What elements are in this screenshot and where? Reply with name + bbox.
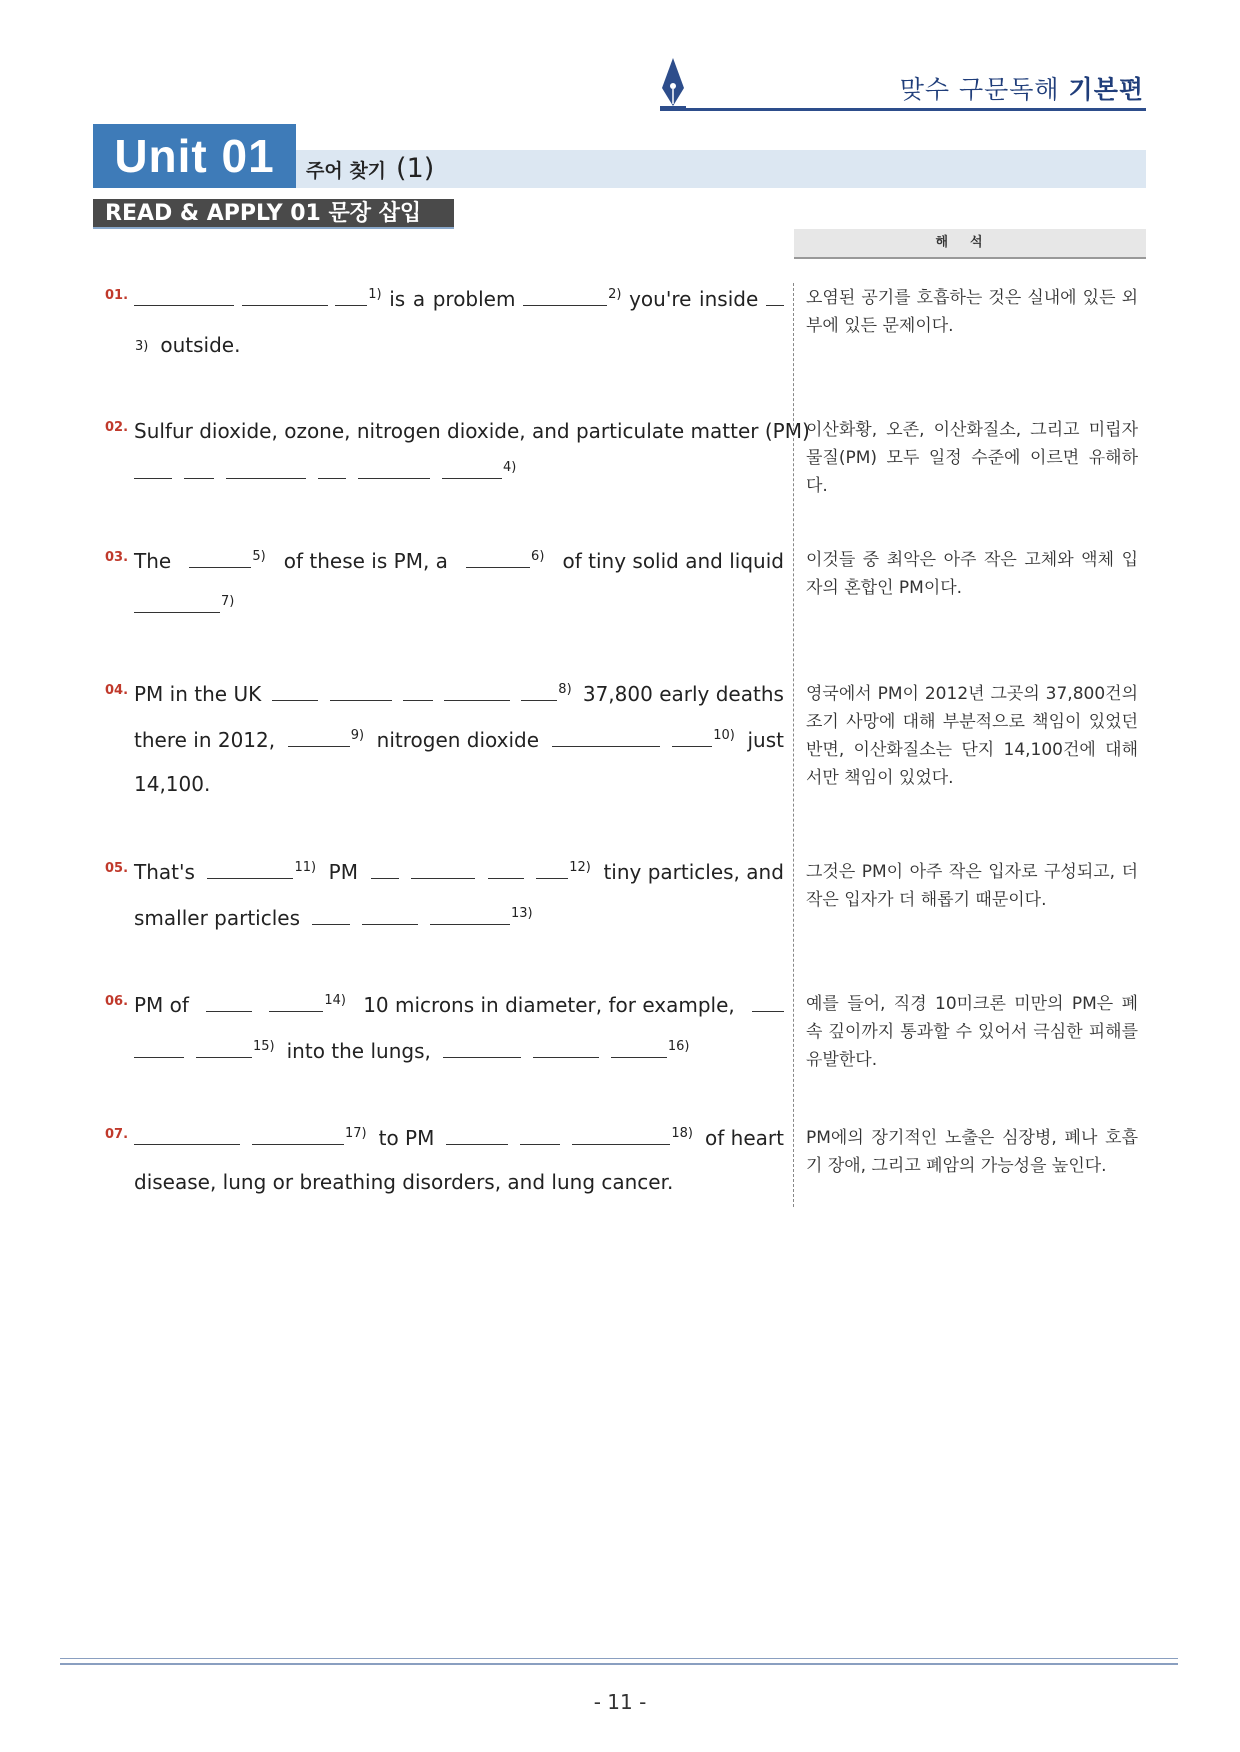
question-01-line-1 <box>134 285 784 317</box>
blank-marker: 17) <box>345 1126 367 1141</box>
answer-blank[interactable] <box>536 860 568 879</box>
answer-blank[interactable] <box>444 682 510 701</box>
question-02-line-2 <box>134 458 784 490</box>
translation-04: 영국에서 PM이 2012년 그곳의 37,800건의 조기 사망에 대해 부분적으로 책임이 있었던 반면, 이산화질소는 단지 14,100건에 대해서만 책임이 있었다. <box>806 684 1138 788</box>
answer-blank[interactable] <box>403 682 433 701</box>
word: inside <box>699 287 759 311</box>
header-rule <box>660 108 1146 111</box>
question-01-line-2 <box>134 331 784 363</box>
unit-topic-korean: 주어 찾기 <box>306 160 387 182</box>
question-04-line-3 <box>134 770 784 798</box>
question-05-line-1 <box>134 858 784 890</box>
answer-blank[interactable] <box>226 460 306 479</box>
answer-blank[interactable] <box>371 860 399 879</box>
question-07-line-2 <box>134 1168 784 1196</box>
answer-blank[interactable] <box>446 1126 508 1145</box>
word: outside. <box>160 333 241 357</box>
answer-blank[interactable] <box>521 682 557 701</box>
answer-blank[interactable] <box>752 993 784 1012</box>
translation-05: 그것은 PM이 아주 작은 입자로 구성되고, 더 작은 입자가 더 해롭기 때문이다. <box>806 862 1138 910</box>
word: 37,800 early deaths <box>582 682 784 706</box>
word: problem <box>432 287 516 311</box>
answer-blank[interactable] <box>442 460 502 479</box>
word: a <box>412 287 426 311</box>
blank-marker: 1) <box>368 287 382 302</box>
question-07-line-1 <box>134 1124 784 1156</box>
word: 10 microns in diameter, for example, <box>363 993 735 1017</box>
answer-blank[interactable] <box>330 682 392 701</box>
answer-blank[interactable] <box>533 1039 599 1058</box>
question-06-line-2 <box>134 1037 784 1069</box>
unit-label: Unit 01 <box>93 124 296 188</box>
answer-blank[interactable] <box>269 993 323 1012</box>
blank-marker: 4) <box>503 460 517 475</box>
book-title-main: 맞수 구문독해 <box>899 75 1060 104</box>
answer-blank[interactable] <box>189 549 251 568</box>
answer-blank[interactable] <box>443 1039 521 1058</box>
word: is <box>389 287 406 311</box>
word: PM <box>328 860 358 884</box>
question-04-line-2 <box>134 726 784 758</box>
answer-blank[interactable] <box>672 728 712 747</box>
answer-blank[interactable] <box>312 906 350 925</box>
book-title <box>900 70 1144 106</box>
blank-marker: 2) <box>608 287 622 302</box>
answer-blank[interactable] <box>288 728 350 747</box>
word: of heart <box>705 1126 784 1150</box>
answer-blank[interactable] <box>520 1126 560 1145</box>
word: into the lungs, <box>286 1039 431 1063</box>
question-number: 01. <box>105 288 129 303</box>
book-title-strong: 기본편 <box>1068 75 1144 104</box>
section-tag: READ & APPLY 01 문장 삽입 <box>93 199 454 229</box>
answer-blank[interactable] <box>252 1126 344 1145</box>
question-number: 02. <box>105 420 129 435</box>
blank-marker: 14) <box>324 993 346 1008</box>
word: nitrogen dioxide <box>376 728 540 752</box>
page-number: - 11 - <box>593 1690 647 1714</box>
blank-marker: 15) <box>253 1039 275 1054</box>
unit-topic <box>306 150 434 188</box>
answer-blank[interactable] <box>411 860 475 879</box>
question-03-line-1 <box>134 547 784 579</box>
translation-03: 이것들 중 최악은 아주 작은 고체와 액체 입자의 혼합인 PM이다. <box>806 550 1138 598</box>
question-02-line-1: Sulfur dioxide, ozone, nitrogen dioxide, and particulate matter (PM) <box>134 419 810 443</box>
word: there in 2012, <box>134 728 276 752</box>
translation-01: 오염된 공기를 호흡하는 것은 실내에 있든 외부에 있든 문제이다. <box>806 288 1138 336</box>
answer-blank[interactable] <box>272 682 318 701</box>
answer-blank[interactable] <box>318 460 346 479</box>
translation-header: 해석 <box>794 229 1146 259</box>
question-06-line-1 <box>134 991 784 1023</box>
blank-marker: 13) <box>511 906 533 921</box>
question-04-line-1 <box>134 680 784 712</box>
word: you're <box>629 287 692 311</box>
question-number: 05. <box>105 861 129 876</box>
question-number: 03. <box>105 550 129 565</box>
answer-blank[interactable] <box>488 860 524 879</box>
translation-02: 이산화황, 오존, 이산화질소, 그리고 미립자물질(PM) 모두 일정 수준에 이르면 유해하다. <box>806 420 1138 496</box>
question-number: 04. <box>105 683 129 698</box>
word: PM in the UK <box>134 682 262 706</box>
word: That's <box>134 860 195 884</box>
word: tiny particles, and <box>603 860 784 884</box>
unit-topic-number: (1) <box>396 153 435 184</box>
answer-blank[interactable] <box>134 460 172 479</box>
blank-marker: 7) <box>221 594 235 609</box>
blank-marker: 9) <box>350 728 365 743</box>
word: disease, lung or breathing disorders, and lung cancer. <box>134 1170 674 1194</box>
answer-blank[interactable] <box>335 287 367 306</box>
answer-blank[interactable] <box>134 594 220 613</box>
question-03-line-2 <box>134 592 784 624</box>
word: The <box>134 549 172 573</box>
answer-blank[interactable] <box>207 860 293 879</box>
blank-marker: 8) <box>558 682 572 697</box>
blank-marker: 11) <box>294 860 317 875</box>
answer-blank[interactable] <box>362 906 418 925</box>
translation-07: PM에의 장기적인 노출은 심장병, 폐나 호흡기 장애, 그리고 폐암의 가능성을 높인다. <box>806 1128 1138 1176</box>
answer-blank[interactable] <box>523 287 607 306</box>
word: of these is PM, a <box>283 549 448 573</box>
question-number: 06. <box>105 994 129 1009</box>
blank-marker: 12) <box>569 860 591 875</box>
answer-blank[interactable] <box>430 906 510 925</box>
answer-blank[interactable] <box>206 993 252 1012</box>
fountain-pen-nib-icon <box>660 58 686 110</box>
word: just <box>747 728 784 752</box>
blank-marker: 10) <box>713 728 735 743</box>
answer-blank[interactable] <box>184 460 214 479</box>
answer-blank[interactable] <box>466 549 530 568</box>
answer-blank[interactable] <box>242 287 328 306</box>
blank-marker: 18) <box>671 1126 694 1141</box>
answer-blank[interactable] <box>611 1039 667 1058</box>
answer-blank[interactable] <box>358 460 430 479</box>
word: to PM <box>378 1126 435 1150</box>
blank-marker: 3) <box>135 339 149 354</box>
answer-blank[interactable] <box>134 1039 184 1058</box>
translation-06: 예를 들어, 직경 10미크론 미만의 PM은 폐 속 깊이까지 통과할 수 있어서 극심한 피해를 유발한다. <box>806 994 1138 1070</box>
answer-blank[interactable] <box>134 1126 240 1145</box>
question-number: 07. <box>105 1127 129 1142</box>
blank-marker: 6) <box>531 549 545 564</box>
answer-blank[interactable] <box>552 728 660 747</box>
word: PM of <box>134 993 189 1017</box>
word: of tiny solid and liquid <box>562 549 784 573</box>
word: 14,100. <box>134 772 211 796</box>
answer-blank[interactable] <box>196 1039 252 1058</box>
blank-marker: 5) <box>252 549 266 564</box>
answer-blank[interactable] <box>134 287 234 306</box>
blank-marker: 16) <box>667 1039 690 1054</box>
word: smaller particles <box>134 906 301 930</box>
question-05-line-2 <box>134 904 784 936</box>
answer-blank[interactable] <box>572 1126 670 1145</box>
answer-blank[interactable] <box>766 287 784 306</box>
footer-rule <box>60 1658 1178 1665</box>
